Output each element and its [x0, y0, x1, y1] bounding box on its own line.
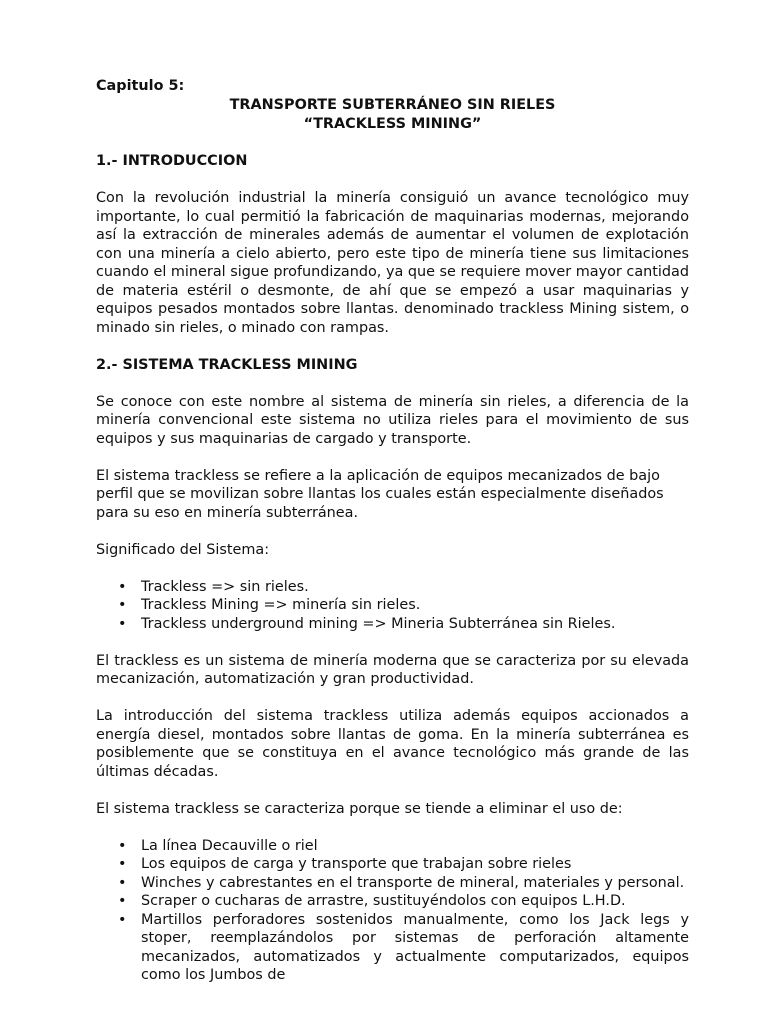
section-2-paragraph-6: El sistema trackless se caracteriza porque se tiende a eliminar el uso de:: [96, 800, 623, 817]
list-item-text: Trackless => sin rieles.: [141, 578, 309, 595]
section-2-paragraph-4: El trackless es un sistema de minería moderna que se caracteriza por su elevada mecanización, automatización y gran productividad.: [96, 652, 689, 687]
bullet-icon: •: [118, 874, 127, 891]
list-item: [118, 855, 689, 874]
bullet-icon: •: [118, 597, 127, 613]
bullet-icon: •: [118, 837, 127, 854]
section-1-paragraph: Con la revolución industrial la minería consiguió un avance tecnológico muy importante, lo cual permitió la fabricación de maquinarias modernas, mejorando así la extracción de minerales además de aumentar el volumen de explotación con una minería a cielo abierto, pero este tipo de minería tiene sus limitaciones cuando el mineral sigue profundizando, ya que se requiere mover mayor cantidad de materia estéril o desmonte, de ahí que se empezó a usar maquinarias y equipos pesados montados sobre llantas. denominado trackless Mining sistem, o minado sin rieles, o minado con rampas.: [96, 190, 689, 336]
list-item: [118, 596, 689, 615]
bullet-icon: •: [118, 911, 127, 928]
list-item: [118, 578, 689, 597]
bullet-icon: •: [118, 578, 127, 595]
list-item: [118, 837, 689, 856]
list-item-text: Los equipos de carga y transporte que trabajan sobre rieles: [141, 856, 572, 872]
section-2-paragraph-5: La introducción del sistema trackless utiliza además equipos accionados a energía diesel, montados sobre llantas de goma. En la minería subterránea es posiblemente que se constituya en el avance tecnológico más grande de las últimas décadas.: [96, 708, 689, 780]
list-item-text: Winches y cabrestantes en el transporte de mineral, materiales y personal.: [141, 874, 685, 891]
section-2-paragraph-2: El sistema trackless se refiere a la aplicación de equipos mecanizados de bajo perfil que se movilizan sobre llantas los cuales están especialmente diseñados para su eso en minería subterránea.: [96, 467, 664, 521]
bullet-icon: •: [118, 856, 127, 872]
section-2-heading: 2.- SISTEMA TRACKLESS MINING: [96, 356, 358, 373]
list-item-text: Scraper o cucharas de arrastre, sustituyéndolos con equipos L.H.D.: [141, 893, 626, 909]
section-2-paragraph-1: Se conoce con este nombre al sistema de minería sin rieles, a diferencia de la minería convencional este sistema no utiliza rieles para el movimiento de sus equipos y sus maquinarias de cargado y transporte.: [96, 393, 689, 447]
meaning-list: [96, 578, 689, 634]
eliminated-items-list: [96, 837, 689, 985]
list-item: [118, 874, 689, 893]
list-item: [118, 892, 689, 911]
section-1-heading: 1.- INTRODUCCION: [96, 153, 248, 169]
bullet-icon: •: [118, 893, 127, 909]
list-item-text: Trackless Mining => minería sin rieles.: [141, 597, 421, 613]
list-item: [118, 615, 689, 634]
document-title-line-1: TRANSPORTE SUBTERRÁNEO SIN RIELES: [229, 97, 556, 113]
list-item: [118, 911, 689, 985]
document-title-line-2: “TRACKLESS MINING”: [303, 116, 482, 132]
section-2-paragraph-3: Significado del Sistema:: [96, 541, 270, 558]
list-item-text: La línea Decauville o riel: [141, 837, 318, 854]
bullet-icon: •: [118, 615, 127, 632]
list-item-text: Martillos perforadores sostenidos manualmente, como los Jack legs y stoper, reemplazándolos por sistemas de perforación altamente mecanizados, automatizados y actualmente computarizados, equipos como los Jumbos de: [141, 911, 689, 983]
list-item-text: Trackless underground mining => Mineria Subterránea sin Rieles.: [141, 615, 616, 632]
chapter-label: Capitulo 5:: [96, 78, 185, 94]
